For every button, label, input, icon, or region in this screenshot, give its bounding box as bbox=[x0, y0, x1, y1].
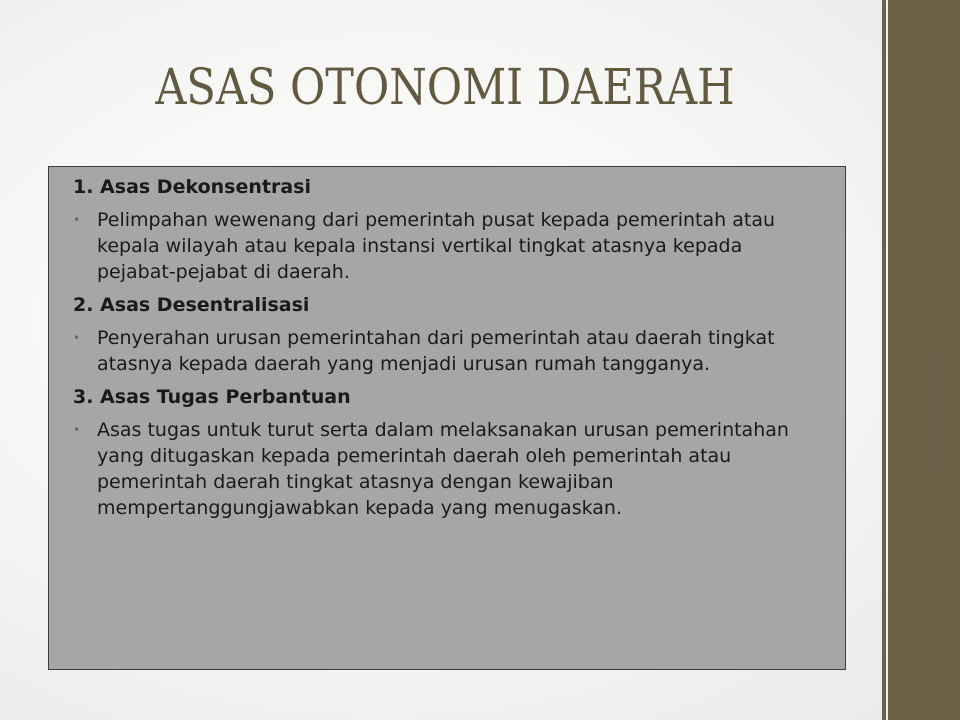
bullet-item bbox=[73, 207, 823, 285]
bullet-text: Pelimpahan wewenang dari pemerintah pusat kepada pemerintah atau kepala wilayah atau kepala instansi vertikal tingkat atasnya kepada pejabat-pejabat di daerah. bbox=[97, 209, 776, 283]
bullet-icon: • bbox=[73, 331, 81, 345]
bullet-icon: • bbox=[73, 423, 81, 437]
bullet-item bbox=[73, 325, 823, 377]
section-desentralisasi bbox=[73, 293, 823, 377]
author-watermark: By: @arifwicaksono92 bbox=[923, 346, 937, 475]
section-heading: 3. Asas Tugas Perbantuan bbox=[73, 386, 351, 408]
section-heading: 1. Asas Dekonsentrasi bbox=[73, 176, 311, 198]
bullet-text: Penyerahan urusan pemerintahan dari pemerintah atau daerah tingkat atasnya kepada daerah yang menjadi urusan rumah tangganya. bbox=[97, 327, 775, 375]
content-box bbox=[48, 166, 846, 670]
bullet-icon: • bbox=[73, 213, 81, 227]
section-tugas-perbantuan bbox=[73, 385, 823, 521]
section-dekonsentrasi bbox=[73, 175, 823, 285]
bullet-item bbox=[73, 417, 823, 521]
slide-title: ASAS OTONOMI DAERAH bbox=[155, 58, 735, 116]
section-heading: 2. Asas Desentralisasi bbox=[73, 294, 310, 316]
bullet-text: Asas tugas untuk turut serta dalam melaksanakan urusan pemerintahan yang ditugaskan kepada pemerintah daerah oleh pemerintah atau pemerintah daerah tingkat atasnya dengan kewajiban mempertanggungjawabkan kepada yang menugaskan. bbox=[97, 419, 789, 519]
